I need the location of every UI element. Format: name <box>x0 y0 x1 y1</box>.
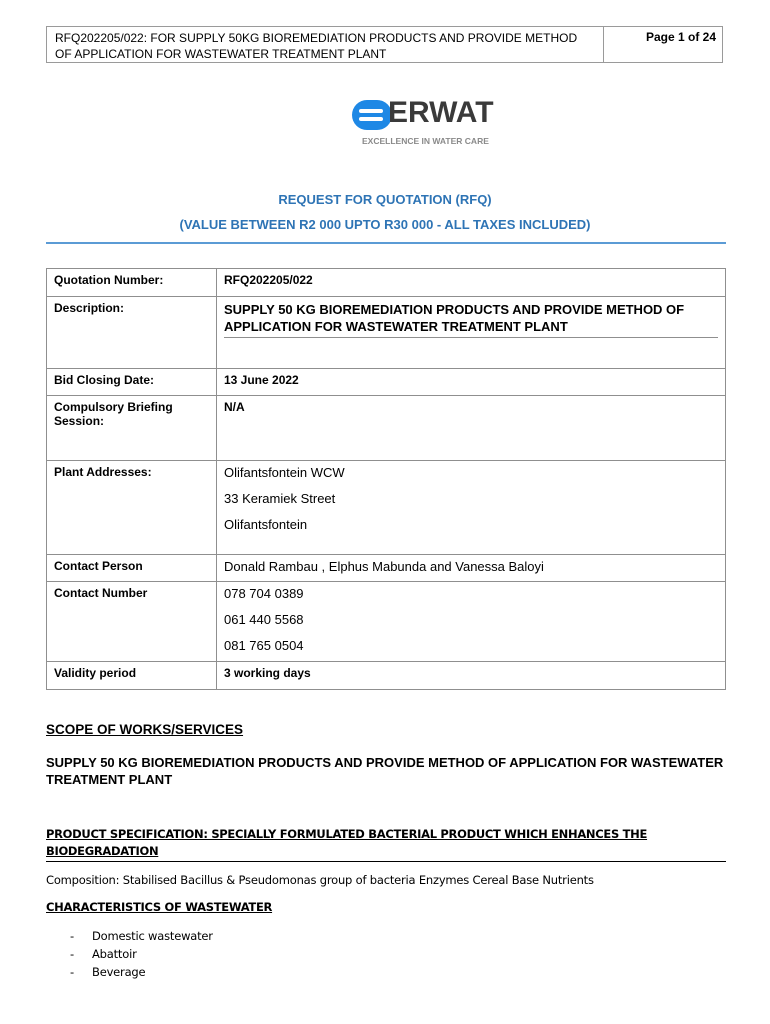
phone-number: 078 704 0389 <box>224 586 304 601</box>
row-quotation-number <box>47 269 726 297</box>
row-contact-person <box>47 555 726 582</box>
phone-number: 061 440 5568 <box>224 612 304 627</box>
row-closing-date <box>47 369 726 396</box>
characteristics-heading: CHARACTERISTICS OF WASTEWATER <box>46 900 273 914</box>
row-briefing <box>47 396 726 461</box>
product-spec-divider <box>46 861 726 862</box>
row-contact-number <box>47 582 726 662</box>
document-header <box>46 26 723 63</box>
quotation-number-value: RFQ202205/022 <box>217 269 726 297</box>
logo-wordmark: ERWAT <box>388 96 494 129</box>
address-line: 33 Keramiek Street <box>224 491 336 506</box>
scope-heading: SCOPE OF WORKS/SERVICES <box>46 722 244 737</box>
list-item: - Beverage <box>70 965 146 979</box>
row-validity <box>47 662 726 690</box>
title-divider <box>46 242 726 244</box>
plant-addresses-label: Plant Addresses: <box>47 461 217 555</box>
scope-description: SUPPLY 50 KG BIOREMEDIATION PRODUCTS AND PROVIDE METHOD OF APPLICATION FOR WASTEWATER TREATMENT PLANT <box>46 755 724 787</box>
contact-number-label: Contact Number <box>47 582 217 662</box>
validity-value: 3 working days <box>217 662 726 690</box>
logo-tagline: EXCELLENCE IN WATER CARE <box>362 136 489 146</box>
list-item: - Domestic wastewater <box>70 929 213 943</box>
list-item-text: Domestic wastewater <box>92 929 213 943</box>
erwat-logo <box>352 98 512 148</box>
page-number: Page 1 of 24 <box>645 30 716 44</box>
list-item-text: Beverage <box>92 965 146 979</box>
quotation-number-label: Quotation Number: <box>47 269 217 297</box>
description-label: Description: <box>47 297 217 369</box>
list-item-text: Abattoir <box>92 947 137 961</box>
contact-person-label: Contact Person <box>47 555 217 582</box>
rfq-title: REQUEST FOR QUOTATION (RFQ) <box>278 192 492 207</box>
rfq-info-table <box>46 268 726 690</box>
row-description <box>47 297 726 369</box>
closing-date-label: Bid Closing Date: <box>47 369 217 396</box>
characteristics-list <box>46 927 213 981</box>
validity-label: Validity period <box>47 662 217 690</box>
contact-number-value <box>217 582 726 662</box>
contact-person-value: Donald Rambau , Elphus Mabunda and Vanessa Baloyi <box>217 555 726 582</box>
closing-date-value: 13 June 2022 <box>217 369 726 396</box>
composition-text: Composition: Stabilised Bacillus & Pseudomonas group of bacteria Enzymes Cereal Base Nutrients <box>46 873 594 887</box>
header-title: RFQ202205/022: FOR SUPPLY 50KG BIOREMEDIATION PRODUCTS AND PROVIDE METHOD OF APPLICATION FOR WASTEWATER TREATMENT PLANT <box>47 27 604 62</box>
address-line: Olifantsfontein <box>224 517 308 532</box>
briefing-label: Compulsory Briefing Session: <box>47 396 217 461</box>
description-value: SUPPLY 50 KG BIOREMEDIATION PRODUCTS AND PROVIDE METHOD OF APPLICATION FOR WASTEWATER TREATMENT PLANT <box>224 301 718 338</box>
product-specification-heading: PRODUCT SPECIFICATION: SPECIALLY FORMULATED BACTERIAL PRODUCT WHICH ENHANCES THE BIODEGRADATION <box>46 827 648 858</box>
briefing-value: N/A <box>217 396 726 461</box>
plant-addresses-value <box>217 461 726 555</box>
row-plant-addresses <box>47 461 726 555</box>
list-item: - Abattoir <box>70 947 137 961</box>
rfq-subtitle: (VALUE BETWEEN R2 000 UPTO R30 000 - ALL TAXES INCLUDED) <box>179 217 591 232</box>
phone-number: 081 765 0504 <box>224 638 304 653</box>
address-line: Olifantsfontein WCW <box>224 465 345 480</box>
erwat-logo-icon <box>352 100 392 130</box>
